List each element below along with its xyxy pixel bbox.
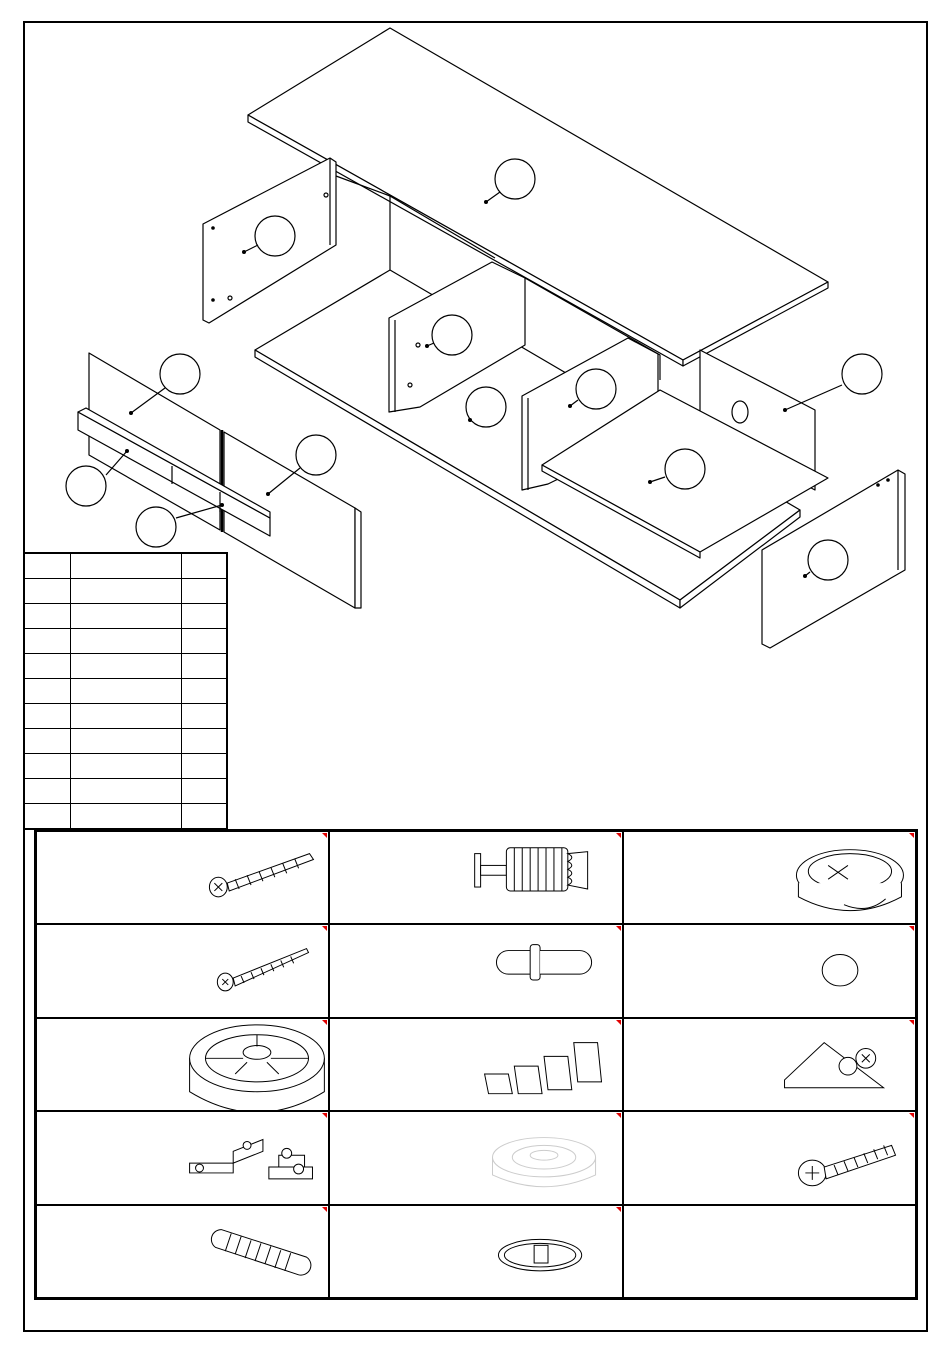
hardware-cell — [36, 831, 329, 924]
parts-table-row — [24, 679, 227, 704]
part-number-cell — [24, 779, 71, 804]
part-name-cell — [71, 604, 182, 629]
part-number-cell — [24, 654, 71, 679]
part-qty-cell — [181, 679, 227, 704]
parts-table-row — [24, 779, 227, 804]
part-number-cell — [24, 553, 71, 579]
corner-marker-icon — [616, 833, 621, 838]
hardware-cell — [329, 924, 622, 1017]
part-name-cell — [71, 729, 182, 754]
hardware-cell — [36, 924, 329, 1017]
hardware-cell — [329, 1205, 622, 1298]
hardware-cell — [623, 924, 916, 1017]
part-name-cell — [71, 704, 182, 729]
part-qty-cell — [181, 553, 227, 579]
part-qty-cell — [181, 779, 227, 804]
corner-marker-icon — [322, 1113, 327, 1118]
hardware-grid — [34, 829, 918, 1300]
corner-marker-icon — [616, 926, 621, 931]
corner-marker-icon — [909, 926, 914, 931]
parts-table-row — [24, 604, 227, 629]
part-number-cell — [24, 729, 71, 754]
part-qty-cell — [181, 704, 227, 729]
corner-marker-icon — [616, 1020, 621, 1025]
part-qty-cell — [181, 629, 227, 654]
part-qty-cell — [181, 754, 227, 779]
part-name-cell — [71, 654, 182, 679]
left-side-panel — [203, 158, 336, 323]
part-number-cell — [24, 604, 71, 629]
corner-marker-icon — [909, 1113, 914, 1118]
part-name-cell — [71, 579, 182, 604]
corner-marker-icon — [616, 1207, 621, 1212]
corner-marker-icon — [322, 1207, 327, 1212]
corner-marker-icon — [616, 1113, 621, 1118]
parts-list-table — [23, 552, 228, 830]
hardware-cell — [623, 1018, 916, 1111]
hardware-cell — [36, 1018, 329, 1111]
parts-table-row — [24, 579, 227, 604]
hardware-cell — [623, 1205, 916, 1298]
part-qty-cell — [181, 729, 227, 754]
part-number-cell — [24, 629, 71, 654]
part-qty-cell — [181, 804, 227, 830]
parts-table-row — [24, 654, 227, 679]
parts-table-row — [24, 704, 227, 729]
parts-table-row — [24, 729, 227, 754]
hardware-cell — [623, 1111, 916, 1204]
corner-marker-icon — [909, 833, 914, 838]
parts-table-row — [24, 754, 227, 779]
hardware-cell — [329, 1111, 622, 1204]
hardware-cell — [623, 831, 916, 924]
parts-table-row — [24, 629, 227, 654]
hardware-cell — [329, 1018, 622, 1111]
part-qty-cell — [181, 654, 227, 679]
corner-marker-icon — [322, 833, 327, 838]
corner-marker-icon — [322, 1020, 327, 1025]
hardware-cell — [329, 831, 622, 924]
hardware-cell — [36, 1111, 329, 1204]
part-name-cell — [71, 779, 182, 804]
hardware-cell — [36, 1205, 329, 1298]
part-number-cell — [24, 579, 71, 604]
part-name-cell — [71, 629, 182, 654]
part-name-cell — [71, 679, 182, 704]
part-name-cell — [71, 804, 182, 830]
part-qty-cell — [181, 604, 227, 629]
parts-table-row — [24, 553, 227, 579]
part-number-cell — [24, 754, 71, 779]
part-number-cell — [24, 804, 71, 830]
part-number-cell — [24, 679, 71, 704]
part-number-cell — [24, 704, 71, 729]
part-name-cell — [71, 754, 182, 779]
corner-marker-icon — [909, 1020, 914, 1025]
corner-marker-icon — [322, 926, 327, 931]
part-qty-cell — [181, 579, 227, 604]
part-name-cell — [71, 553, 182, 579]
parts-table-row — [24, 804, 227, 830]
